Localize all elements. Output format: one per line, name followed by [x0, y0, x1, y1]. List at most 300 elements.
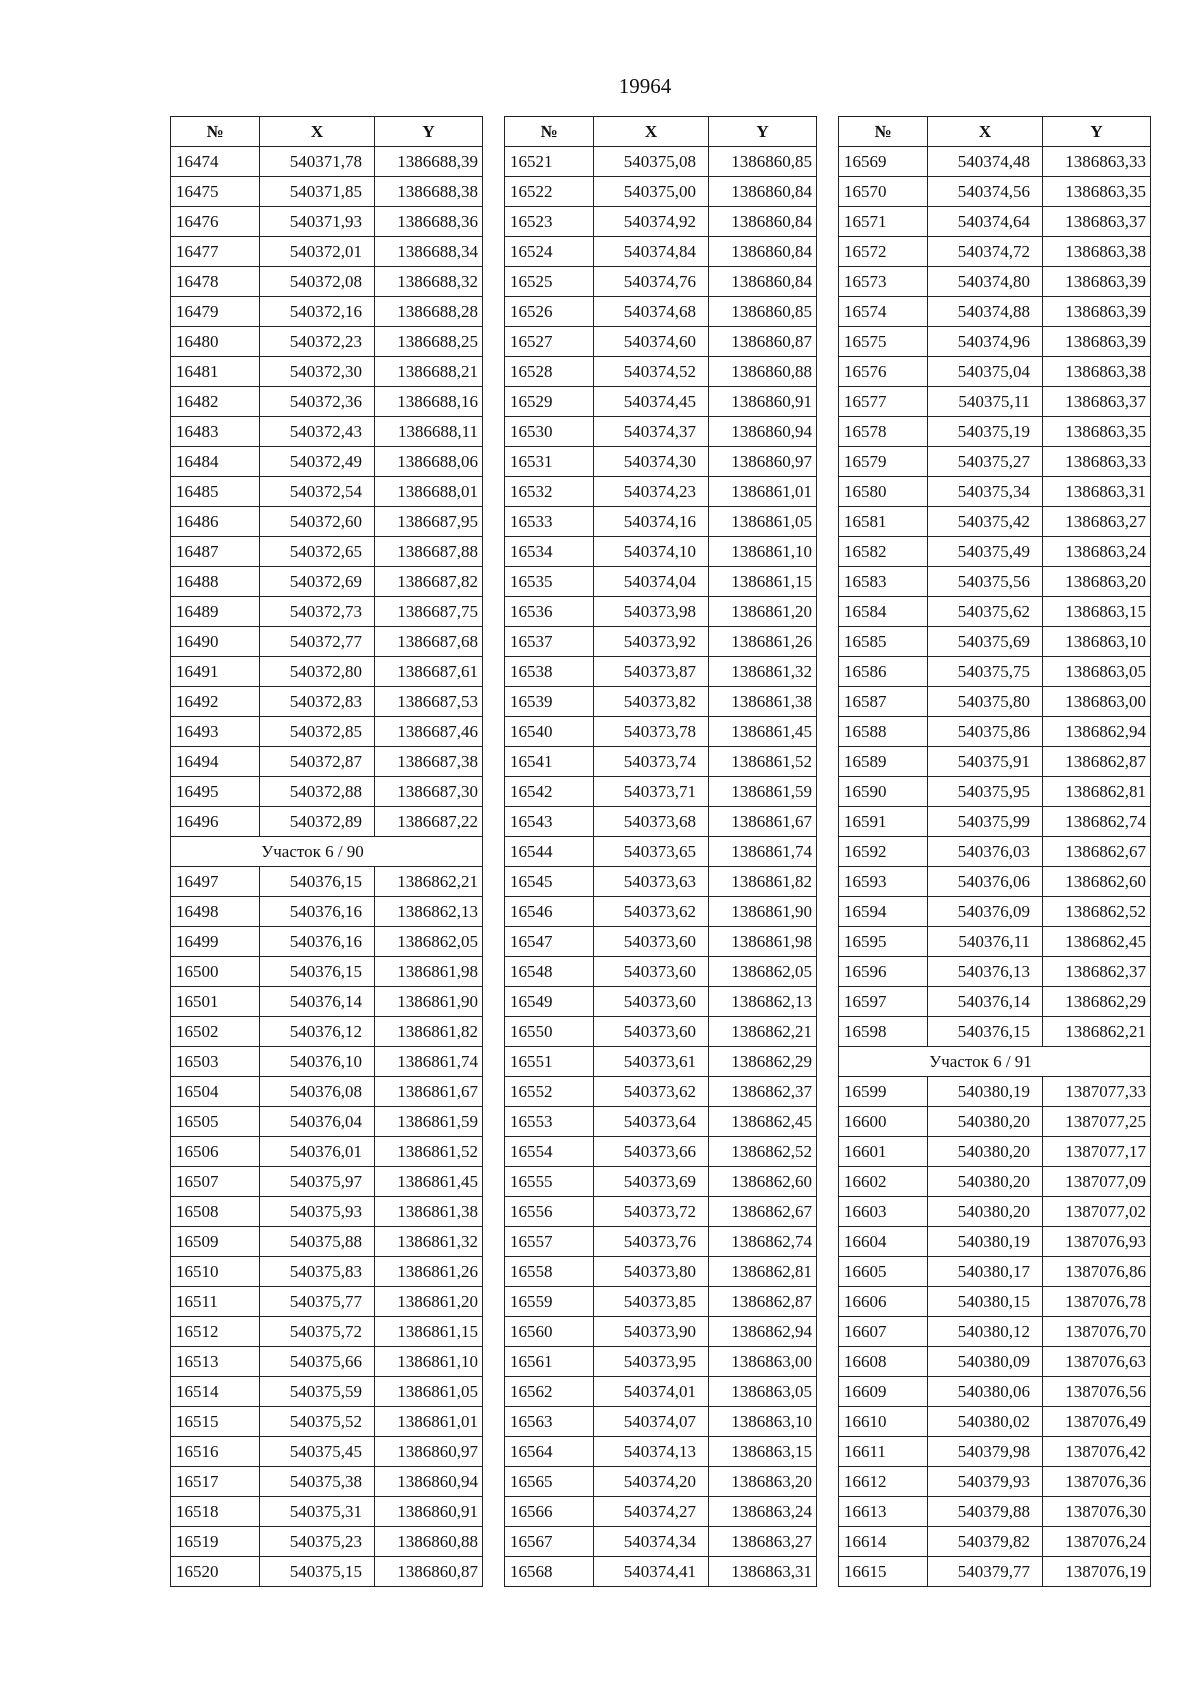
x-coordinate-cell: 540374,52 [594, 357, 709, 387]
x-coordinate-cell: 540375,56 [928, 567, 1043, 597]
table-row [839, 1107, 1151, 1137]
x-coordinate-cell: 540373,72 [594, 1197, 709, 1227]
x-coordinate-cell: 540372,08 [260, 267, 375, 297]
x-coordinate-cell: 540374,41 [594, 1557, 709, 1587]
table-row [171, 1497, 483, 1527]
point-number-cell: 16597 [839, 987, 928, 1017]
x-coordinate-cell: 540375,59 [260, 1377, 375, 1407]
x-coordinate-cell: 540376,06 [928, 867, 1043, 897]
x-coordinate-cell: 540376,01 [260, 1137, 375, 1167]
point-number-cell: 16536 [505, 597, 594, 627]
table-row [839, 267, 1151, 297]
point-number-cell: 16564 [505, 1437, 594, 1467]
table-row [505, 957, 817, 987]
point-number-cell: 16486 [171, 507, 260, 537]
x-coordinate-cell: 540380,15 [928, 1287, 1043, 1317]
point-number-cell: 16505 [171, 1107, 260, 1137]
x-coordinate-cell: 540374,64 [928, 207, 1043, 237]
y-coordinate-cell: 1386862,13 [709, 987, 817, 1017]
table-row [171, 357, 483, 387]
point-number-cell: 16547 [505, 927, 594, 957]
y-coordinate-cell: 1386863,39 [1043, 327, 1151, 357]
point-number-cell: 16561 [505, 1347, 594, 1377]
point-number-cell: 16526 [505, 297, 594, 327]
y-coordinate-cell: 1386860,91 [709, 387, 817, 417]
y-coordinate-cell: 1386863,33 [1043, 147, 1151, 177]
table-row [171, 507, 483, 537]
table-row [505, 1227, 817, 1257]
point-number-cell: 16569 [839, 147, 928, 177]
point-number-cell: 16510 [171, 1257, 260, 1287]
y-coordinate-cell: 1386860,87 [375, 1557, 483, 1587]
y-coordinate-cell: 1387076,42 [1043, 1437, 1151, 1467]
x-coordinate-cell: 540373,62 [594, 1077, 709, 1107]
table-row [839, 987, 1151, 1017]
point-number-cell: 16509 [171, 1227, 260, 1257]
point-number-cell: 16566 [505, 1497, 594, 1527]
point-number-cell: 16520 [171, 1557, 260, 1587]
point-number-cell: 16491 [171, 657, 260, 687]
y-coordinate-cell: 1386861,90 [709, 897, 817, 927]
table-row [171, 147, 483, 177]
y-coordinate-cell: 1387076,49 [1043, 1407, 1151, 1437]
x-coordinate-cell: 540372,36 [260, 387, 375, 417]
y-coordinate-cell: 1386861,26 [375, 1257, 483, 1287]
table-row [505, 537, 817, 567]
table-row [171, 1317, 483, 1347]
table-row [505, 387, 817, 417]
header-row [839, 117, 1151, 147]
point-number-cell: 16552 [505, 1077, 594, 1107]
x-coordinate-cell: 540375,72 [260, 1317, 375, 1347]
y-coordinate-cell: 1386861,01 [709, 477, 817, 507]
table-row [505, 417, 817, 447]
x-coordinate-cell: 540374,27 [594, 1497, 709, 1527]
x-coordinate-cell: 540374,60 [594, 327, 709, 357]
table-row [839, 447, 1151, 477]
table-row [171, 207, 483, 237]
x-coordinate-cell: 540376,16 [260, 927, 375, 957]
table-row [505, 177, 817, 207]
point-number-cell: 16571 [839, 207, 928, 237]
y-coordinate-cell: 1386687,53 [375, 687, 483, 717]
y-coordinate-cell: 1386861,98 [375, 957, 483, 987]
table-row [839, 147, 1151, 177]
point-number-cell: 16494 [171, 747, 260, 777]
x-coordinate-cell: 540375,62 [928, 597, 1043, 627]
y-coordinate-cell: 1386861,82 [375, 1017, 483, 1047]
x-coordinate-cell: 540374,04 [594, 567, 709, 597]
y-coordinate-cell: 1386863,33 [1043, 447, 1151, 477]
point-number-cell: 16512 [171, 1317, 260, 1347]
x-coordinate-cell: 540374,37 [594, 417, 709, 447]
point-number-cell: 16550 [505, 1017, 594, 1047]
y-coordinate-cell: 1386861,26 [709, 627, 817, 657]
point-number-cell: 16523 [505, 207, 594, 237]
table-row [171, 1227, 483, 1257]
table-row [839, 597, 1151, 627]
table-row [505, 507, 817, 537]
y-coordinate-cell: 1386688,11 [375, 417, 483, 447]
point-number-cell: 16603 [839, 1197, 928, 1227]
header-row [171, 117, 483, 147]
y-coordinate-cell: 1386863,27 [709, 1527, 817, 1557]
table-row [839, 927, 1151, 957]
point-number-cell: 16558 [505, 1257, 594, 1287]
x-coordinate-cell: 540372,43 [260, 417, 375, 447]
table-row [171, 237, 483, 267]
point-number-cell: 16496 [171, 807, 260, 837]
y-coordinate-cell: 1386863,37 [1043, 207, 1151, 237]
point-number-cell: 16574 [839, 297, 928, 327]
table-row [171, 1137, 483, 1167]
point-number-cell: 16606 [839, 1287, 928, 1317]
point-number-cell: 16541 [505, 747, 594, 777]
point-number-cell: 16581 [839, 507, 928, 537]
point-number-cell: 16543 [505, 807, 594, 837]
section-row [171, 837, 483, 867]
x-coordinate-cell: 540380,20 [928, 1107, 1043, 1137]
table-row [505, 237, 817, 267]
x-coordinate-cell: 540379,88 [928, 1497, 1043, 1527]
table-row [505, 447, 817, 477]
table-row [839, 507, 1151, 537]
point-number-cell: 16591 [839, 807, 928, 837]
x-coordinate-cell: 540373,66 [594, 1137, 709, 1167]
y-coordinate-cell: 1387076,24 [1043, 1527, 1151, 1557]
y-coordinate-cell: 1386861,05 [709, 507, 817, 537]
y-coordinate-cell: 1386862,29 [709, 1047, 817, 1077]
x-coordinate-cell: 540372,65 [260, 537, 375, 567]
y-coordinate-cell: 1386861,32 [709, 657, 817, 687]
y-coordinate-cell: 1387076,63 [1043, 1347, 1151, 1377]
x-coordinate-cell: 540373,98 [594, 597, 709, 627]
y-coordinate-cell: 1386862,94 [709, 1317, 817, 1347]
table-header [839, 117, 1151, 147]
x-coordinate-cell: 540374,34 [594, 1527, 709, 1557]
point-number-cell: 16607 [839, 1317, 928, 1347]
y-coordinate-cell: 1387076,36 [1043, 1467, 1151, 1497]
x-coordinate-cell: 540372,73 [260, 597, 375, 627]
x-coordinate-cell: 540373,63 [594, 867, 709, 897]
x-coordinate-cell: 540380,19 [928, 1077, 1043, 1107]
point-number-cell: 16500 [171, 957, 260, 987]
table-body [505, 147, 817, 1587]
point-number-cell: 16610 [839, 1407, 928, 1437]
table-row [171, 477, 483, 507]
table-row [505, 1257, 817, 1287]
point-number-cell: 16604 [839, 1227, 928, 1257]
table-row [839, 1527, 1151, 1557]
x-coordinate-cell: 540375,52 [260, 1407, 375, 1437]
point-number-cell: 16480 [171, 327, 260, 357]
table-body [839, 147, 1151, 1587]
y-coordinate-cell: 1386860,84 [709, 267, 817, 297]
x-coordinate-cell: 540375,86 [928, 717, 1043, 747]
table-row [171, 537, 483, 567]
x-coordinate-cell: 540375,19 [928, 417, 1043, 447]
x-coordinate-cell: 540374,48 [928, 147, 1043, 177]
table-row [171, 867, 483, 897]
table-row [171, 807, 483, 837]
table-row [839, 867, 1151, 897]
x-coordinate-cell: 540374,23 [594, 477, 709, 507]
point-number-cell: 16524 [505, 237, 594, 267]
table-row [839, 717, 1151, 747]
x-coordinate-cell: 540376,10 [260, 1047, 375, 1077]
point-number-cell: 16595 [839, 927, 928, 957]
table-row [505, 1407, 817, 1437]
y-coordinate-cell: 1386861,67 [375, 1077, 483, 1107]
table-row [505, 1137, 817, 1167]
x-coordinate-cell: 540376,08 [260, 1077, 375, 1107]
x-coordinate-cell: 540372,69 [260, 567, 375, 597]
x-coordinate-cell: 540380,06 [928, 1377, 1043, 1407]
table-row [505, 1017, 817, 1047]
point-number-cell: 16478 [171, 267, 260, 297]
x-coordinate-cell: 540380,02 [928, 1407, 1043, 1437]
x-coordinate-cell: 540376,13 [928, 957, 1043, 987]
header-number: № [505, 117, 594, 147]
y-coordinate-cell: 1386687,22 [375, 807, 483, 837]
x-coordinate-cell: 540375,93 [260, 1197, 375, 1227]
y-coordinate-cell: 1386861,74 [375, 1047, 483, 1077]
point-number-cell: 16600 [839, 1107, 928, 1137]
y-coordinate-cell: 1386863,31 [1043, 477, 1151, 507]
table-row [839, 1317, 1151, 1347]
y-coordinate-cell: 1387077,17 [1043, 1137, 1151, 1167]
y-coordinate-cell: 1386860,94 [375, 1467, 483, 1497]
point-number-cell: 16586 [839, 657, 928, 687]
table-row [171, 1467, 483, 1497]
x-coordinate-cell: 540376,14 [928, 987, 1043, 1017]
point-number-cell: 16584 [839, 597, 928, 627]
point-number-cell: 16532 [505, 477, 594, 507]
y-coordinate-cell: 1386863,24 [709, 1497, 817, 1527]
x-coordinate-cell: 540374,92 [594, 207, 709, 237]
y-coordinate-cell: 1386863,05 [1043, 657, 1151, 687]
y-coordinate-cell: 1386863,37 [1043, 387, 1151, 417]
point-number-cell: 16594 [839, 897, 928, 927]
x-coordinate-cell: 540373,60 [594, 927, 709, 957]
point-number-cell: 16539 [505, 687, 594, 717]
point-number-cell: 16535 [505, 567, 594, 597]
y-coordinate-cell: 1386862,67 [709, 1197, 817, 1227]
x-coordinate-cell: 540374,88 [928, 297, 1043, 327]
table-row [839, 207, 1151, 237]
x-coordinate-cell: 540374,72 [928, 237, 1043, 267]
x-coordinate-cell: 540374,56 [928, 177, 1043, 207]
table-row [839, 1137, 1151, 1167]
coordinates-table-1 [170, 116, 483, 1587]
point-number-cell: 16521 [505, 147, 594, 177]
section-row [839, 1047, 1151, 1077]
table-row [505, 1437, 817, 1467]
point-number-cell: 16578 [839, 417, 928, 447]
x-coordinate-cell: 540375,23 [260, 1527, 375, 1557]
point-number-cell: 16544 [505, 837, 594, 867]
y-coordinate-cell: 1386863,24 [1043, 537, 1151, 567]
point-number-cell: 16479 [171, 297, 260, 327]
table-row [171, 327, 483, 357]
x-coordinate-cell: 540373,68 [594, 807, 709, 837]
point-number-cell: 16507 [171, 1167, 260, 1197]
x-coordinate-cell: 540373,82 [594, 687, 709, 717]
header-y: Y [375, 117, 483, 147]
x-coordinate-cell: 540373,61 [594, 1047, 709, 1077]
y-coordinate-cell: 1386862,45 [709, 1107, 817, 1137]
y-coordinate-cell: 1386863,15 [709, 1437, 817, 1467]
point-number-cell: 16599 [839, 1077, 928, 1107]
y-coordinate-cell: 1386862,13 [375, 897, 483, 927]
y-coordinate-cell: 1386688,25 [375, 327, 483, 357]
x-coordinate-cell: 540372,87 [260, 747, 375, 777]
x-coordinate-cell: 540375,88 [260, 1227, 375, 1257]
table-row [505, 267, 817, 297]
x-coordinate-cell: 540379,98 [928, 1437, 1043, 1467]
table-row [505, 477, 817, 507]
x-coordinate-cell: 540373,65 [594, 837, 709, 867]
x-coordinate-cell: 540373,62 [594, 897, 709, 927]
point-number-cell: 16493 [171, 717, 260, 747]
point-number-cell: 16576 [839, 357, 928, 387]
x-coordinate-cell: 540375,80 [928, 687, 1043, 717]
y-coordinate-cell: 1386860,84 [709, 237, 817, 267]
table-row [505, 837, 817, 867]
x-coordinate-cell: 540373,87 [594, 657, 709, 687]
y-coordinate-cell: 1387077,33 [1043, 1077, 1151, 1107]
y-coordinate-cell: 1386861,01 [375, 1407, 483, 1437]
point-number-cell: 16519 [171, 1527, 260, 1557]
table-row [171, 957, 483, 987]
x-coordinate-cell: 540376,09 [928, 897, 1043, 927]
x-coordinate-cell: 540376,15 [928, 1017, 1043, 1047]
table-row [505, 777, 817, 807]
point-number-cell: 16593 [839, 867, 928, 897]
x-coordinate-cell: 540375,15 [260, 1557, 375, 1587]
y-coordinate-cell: 1386687,46 [375, 717, 483, 747]
point-number-cell: 16605 [839, 1257, 928, 1287]
point-number-cell: 16487 [171, 537, 260, 567]
point-number-cell: 16538 [505, 657, 594, 687]
y-coordinate-cell: 1386863,39 [1043, 267, 1151, 297]
y-coordinate-cell: 1386861,20 [375, 1287, 483, 1317]
point-number-cell: 16528 [505, 357, 594, 387]
x-coordinate-cell: 540373,95 [594, 1347, 709, 1377]
table-row [505, 147, 817, 177]
y-coordinate-cell: 1386860,97 [709, 447, 817, 477]
y-coordinate-cell: 1386688,01 [375, 477, 483, 507]
table-row [839, 237, 1151, 267]
x-coordinate-cell: 540374,96 [928, 327, 1043, 357]
x-coordinate-cell: 540375,69 [928, 627, 1043, 657]
point-number-cell: 16516 [171, 1437, 260, 1467]
table-row [505, 747, 817, 777]
point-number-cell: 16585 [839, 627, 928, 657]
x-coordinate-cell: 540376,14 [260, 987, 375, 1017]
x-coordinate-cell: 540371,78 [260, 147, 375, 177]
point-number-cell: 16567 [505, 1527, 594, 1557]
y-coordinate-cell: 1386862,29 [1043, 987, 1151, 1017]
point-number-cell: 16534 [505, 537, 594, 567]
y-coordinate-cell: 1386863,20 [1043, 567, 1151, 597]
y-coordinate-cell: 1386688,38 [375, 177, 483, 207]
y-coordinate-cell: 1386862,37 [709, 1077, 817, 1107]
table-row [505, 597, 817, 627]
coordinates-table-3 [838, 116, 1151, 1587]
y-coordinate-cell: 1386687,30 [375, 777, 483, 807]
x-coordinate-cell: 540372,89 [260, 807, 375, 837]
y-coordinate-cell: 1386863,35 [1043, 177, 1151, 207]
y-coordinate-cell: 1386687,82 [375, 567, 483, 597]
table-row [505, 627, 817, 657]
table-row [171, 177, 483, 207]
table-row [171, 687, 483, 717]
table-row [505, 1077, 817, 1107]
y-coordinate-cell: 1386688,36 [375, 207, 483, 237]
section-label: Участок 6 / 91 [929, 1052, 1032, 1071]
table-row [839, 1257, 1151, 1287]
y-coordinate-cell: 1387076,86 [1043, 1257, 1151, 1287]
table-row [505, 357, 817, 387]
table-row [839, 777, 1151, 807]
table-row [171, 1197, 483, 1227]
table-row [505, 1317, 817, 1347]
table-row [839, 1407, 1151, 1437]
table-row [171, 1257, 483, 1287]
point-number-cell: 16501 [171, 987, 260, 1017]
x-coordinate-cell: 540373,60 [594, 987, 709, 1017]
y-coordinate-cell: 1387076,19 [1043, 1557, 1151, 1587]
point-number-cell: 16570 [839, 177, 928, 207]
table-row [171, 1077, 483, 1107]
x-coordinate-cell: 540374,01 [594, 1377, 709, 1407]
x-coordinate-cell: 540373,74 [594, 747, 709, 777]
y-coordinate-cell: 1386861,15 [375, 1317, 483, 1347]
point-number-cell: 16518 [171, 1497, 260, 1527]
table-row [171, 1377, 483, 1407]
x-coordinate-cell: 540376,04 [260, 1107, 375, 1137]
y-coordinate-cell: 1386861,59 [375, 1107, 483, 1137]
point-number-cell: 16573 [839, 267, 928, 297]
point-number-cell: 16577 [839, 387, 928, 417]
point-number-cell: 16589 [839, 747, 928, 777]
point-number-cell: 16588 [839, 717, 928, 747]
point-number-cell: 16559 [505, 1287, 594, 1317]
table-row [171, 657, 483, 687]
table-row [505, 207, 817, 237]
point-number-cell: 16498 [171, 897, 260, 927]
table-row [505, 867, 817, 897]
table-row [839, 1197, 1151, 1227]
table-row [839, 1437, 1151, 1467]
y-coordinate-cell: 1386863,00 [709, 1347, 817, 1377]
table-row [839, 747, 1151, 777]
y-coordinate-cell: 1386862,74 [1043, 807, 1151, 837]
point-number-cell: 16514 [171, 1377, 260, 1407]
y-coordinate-cell: 1386688,28 [375, 297, 483, 327]
table-row [171, 1347, 483, 1377]
y-coordinate-cell: 1386862,21 [375, 867, 483, 897]
x-coordinate-cell: 540373,60 [594, 957, 709, 987]
y-coordinate-cell: 1386860,84 [709, 177, 817, 207]
header-number: № [839, 117, 928, 147]
coordinates-table-2 [504, 116, 817, 1587]
y-coordinate-cell: 1386687,68 [375, 627, 483, 657]
table-row [171, 267, 483, 297]
x-coordinate-cell: 540376,03 [928, 837, 1043, 867]
y-coordinate-cell: 1386688,32 [375, 267, 483, 297]
